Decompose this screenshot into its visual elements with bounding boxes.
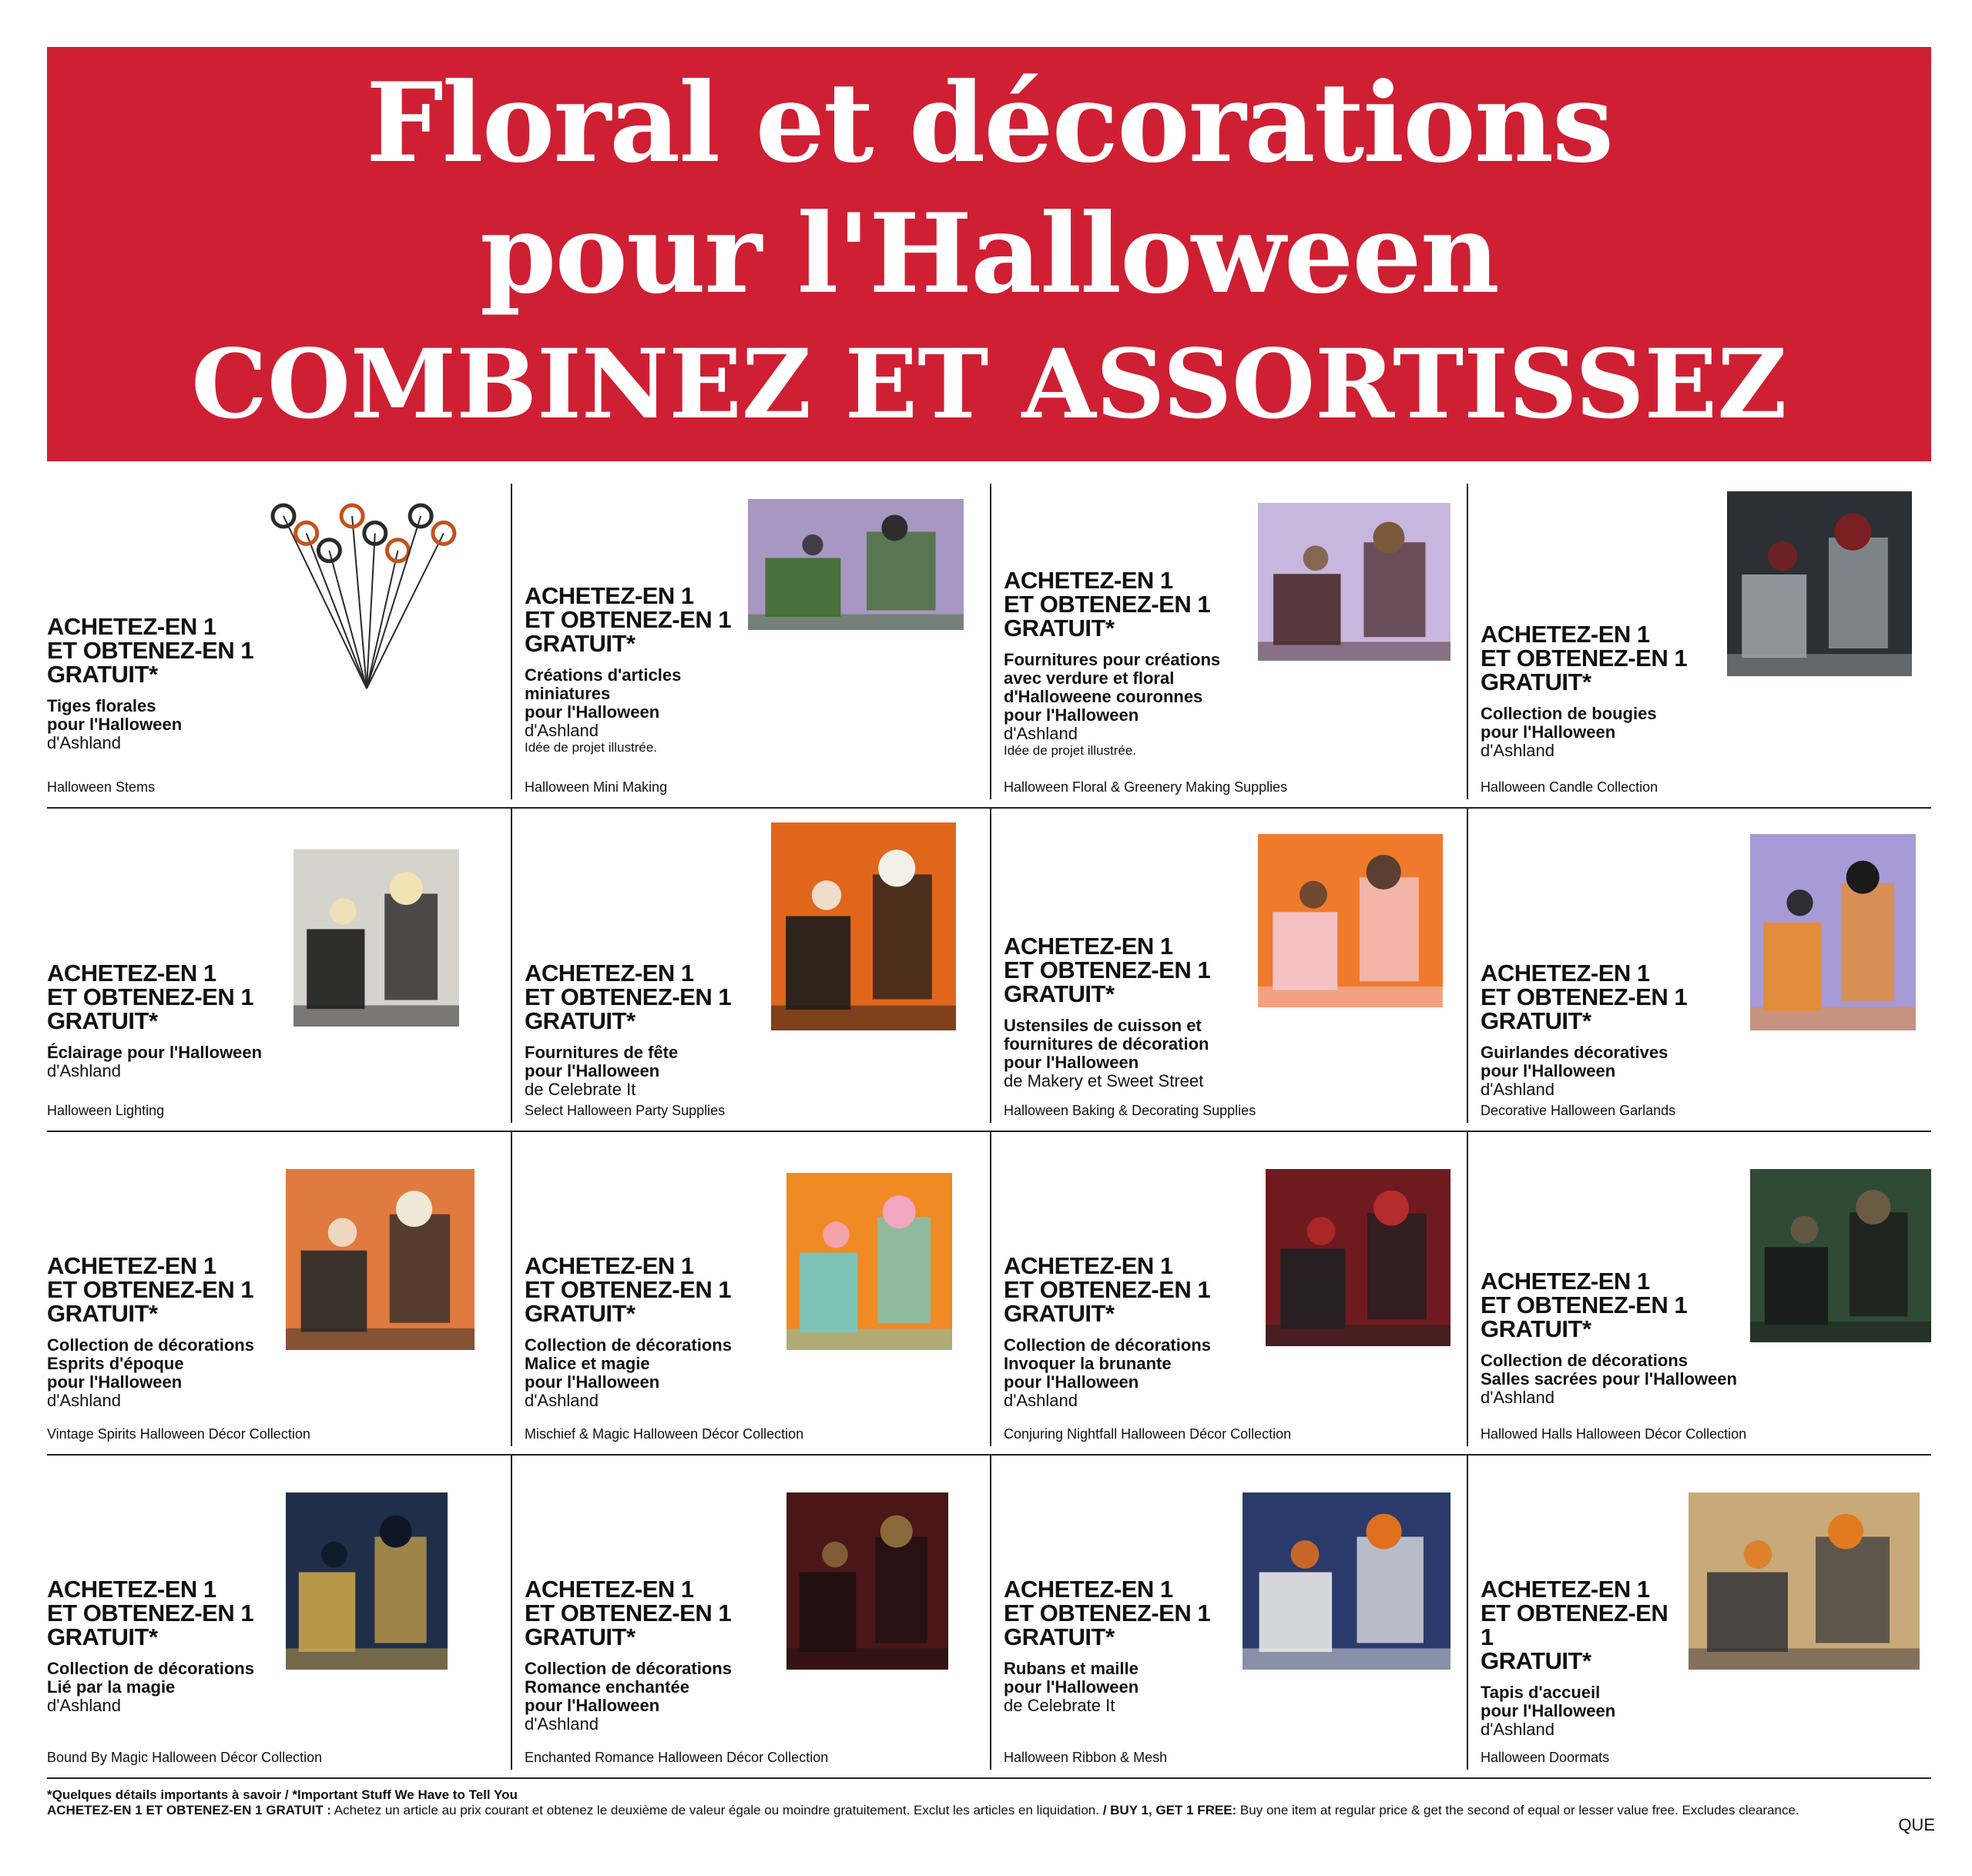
product-name <box>525 666 740 722</box>
nightfall-image <box>1266 1169 1450 1346</box>
region-code: QUE <box>1898 1815 1935 1834</box>
product-cell <box>1467 484 1933 799</box>
offer-line: ET OBTENEZ-EN 1 <box>47 1276 254 1303</box>
offer-line: GRATUIT* <box>1004 615 1115 642</box>
product-brand: d'Ashland <box>1481 741 1554 760</box>
offer-text <box>47 1254 278 1410</box>
english-caption: Bound By Magic Halloween Décor Collection <box>47 1750 323 1765</box>
product-name <box>47 1044 286 1062</box>
candles-image <box>1727 491 1912 676</box>
product-brand: d'Ashland <box>1481 1388 1554 1407</box>
product-name <box>1004 651 1250 725</box>
offer-text <box>525 584 740 755</box>
product-name <box>1004 1660 1235 1697</box>
english-caption: Vintage Spirits Halloween Décor Collection <box>47 1426 310 1442</box>
offer-line: ET OBTENEZ-EN 1 <box>525 1276 732 1303</box>
product-name-line: pour l'Halloween <box>47 1372 183 1392</box>
product-name-line: Collection de décorations <box>47 1659 254 1678</box>
english-caption: Halloween Mini Making <box>525 779 668 795</box>
product-name-line: Esprits d'époque <box>47 1354 184 1373</box>
lighting-image <box>293 849 459 1027</box>
offer-line: ET OBTENEZ-EN 1 <box>1481 645 1688 672</box>
product-cell <box>47 1454 511 1770</box>
project-note: Idée de projet illustrée. <box>525 740 657 755</box>
product-cell <box>511 1454 991 1770</box>
doormats-image <box>1689 1492 1920 1670</box>
product-name-line: pour l'Halloween <box>1004 1677 1139 1697</box>
english-caption: Halloween Lighting <box>47 1103 165 1118</box>
product-brand: d'Ashland <box>47 1061 121 1080</box>
offer-line: ET OBTENEZ-EN 1 <box>1481 1600 1668 1650</box>
offer-headline <box>1004 934 1250 1006</box>
offer-line: ACHETEZ-EN 1 <box>525 960 694 987</box>
offer-line: ET OBTENEZ-EN 1 <box>1004 1600 1211 1626</box>
ribbons-image <box>1243 1492 1450 1670</box>
offer-text <box>1004 1254 1258 1410</box>
offer-line: ACHETEZ-EN 1 <box>1481 621 1650 648</box>
english-caption: Mischief & Magic Halloween Décor Collection <box>525 1426 804 1442</box>
offer-line: ET OBTENEZ-EN 1 <box>47 1600 254 1626</box>
product-name <box>1004 1017 1250 1072</box>
product-cell <box>1467 807 1933 1123</box>
offer-text <box>47 961 286 1080</box>
product-name-line: Tapis d'accueil <box>1481 1683 1601 1702</box>
product-name <box>525 1336 779 1392</box>
mischief-magic-image <box>786 1173 952 1350</box>
product-name <box>47 1660 278 1697</box>
offer-headline <box>1481 1269 1742 1341</box>
footer-disclaimer <box>47 1787 1896 1818</box>
product-name <box>1481 705 1719 742</box>
english-caption: Halloween Candle Collection <box>1481 779 1658 795</box>
offer-text <box>525 1577 779 1734</box>
offer-line: GRATUIT* <box>1481 1647 1591 1674</box>
product-name-line: pour l'Halloween <box>1481 1701 1616 1720</box>
product-name <box>1004 1336 1258 1392</box>
offer-line: ET OBTENEZ-EN 1 <box>1004 1276 1211 1303</box>
product-name-line: Guirlandes décoratives <box>1481 1043 1668 1062</box>
product-row <box>47 807 1931 1132</box>
offer-text <box>1004 1577 1235 1715</box>
product-brand: d'Ashland <box>47 1696 121 1715</box>
product-name-line: Fournitures de fête <box>525 1043 679 1062</box>
english-caption: Halloween Floral & Greenery Making Supplies <box>1004 779 1288 795</box>
english-caption: Halloween Ribbon & Mesh <box>1004 1750 1168 1765</box>
product-brand: d'Ashland <box>1481 1720 1554 1739</box>
banner-title-line-3: COMBINEZ ET ASSORTISSEZ <box>191 329 1787 441</box>
offer-line: ACHETEZ-EN 1 <box>1004 567 1173 594</box>
offer-line: GRATUIT* <box>47 1007 158 1034</box>
offer-headline <box>1481 622 1719 694</box>
offer-headline <box>47 961 286 1033</box>
mini-houses-image <box>748 499 964 630</box>
product-cell <box>1467 1131 1933 1446</box>
offer-line: GRATUIT* <box>1481 668 1591 695</box>
offer-text <box>1481 622 1719 760</box>
product-name-line: d'Halloweene couronnes <box>1004 687 1203 706</box>
footer-fr-text: Achetez un article au prix courant et obtenez le deuxième de valeur égale ou moindre gratuitement. Exclut les articles en liquidation. <box>330 1803 1103 1817</box>
offer-headline <box>525 961 763 1033</box>
product-cell <box>47 484 511 799</box>
offer-headline <box>1004 1577 1235 1649</box>
product-name <box>47 1336 278 1392</box>
party-supplies-image <box>771 822 956 1030</box>
header-banner <box>47 47 1931 461</box>
english-caption: Enchanted Romance Halloween Décor Collection <box>525 1750 829 1765</box>
product-name-line: pour l'Halloween <box>525 1372 660 1392</box>
product-name <box>1481 1044 1742 1080</box>
product-cell <box>1467 1454 1933 1770</box>
english-caption: Conjuring Nightfall Halloween Décor Collection <box>1004 1426 1292 1442</box>
offer-line: ACHETEZ-EN 1 <box>47 1252 216 1279</box>
product-name-line: Éclairage pour l'Halloween <box>47 1043 263 1062</box>
floral-stems-image <box>263 484 471 699</box>
english-caption: Select Halloween Party Supplies <box>525 1103 726 1118</box>
offer-text <box>525 1254 779 1410</box>
enchanted-romance-image <box>786 1492 948 1670</box>
offer-line: ET OBTENEZ-EN 1 <box>47 983 254 1010</box>
product-brand: d'Ashland <box>1481 1080 1554 1099</box>
product-name <box>1481 1683 1681 1720</box>
hallowed-halls-image <box>1750 1169 1931 1342</box>
banner-title-line-2: pour l'Halloween <box>480 190 1498 318</box>
product-name <box>525 1044 763 1080</box>
baking-image <box>1258 834 1443 1007</box>
offer-line: ET OBTENEZ-EN 1 <box>47 637 254 664</box>
offer-line: ACHETEZ-EN 1 <box>1481 1576 1650 1603</box>
bound-by-magic-image <box>286 1492 448 1670</box>
offer-headline <box>1481 1577 1681 1673</box>
product-name-line: pour l'Halloween <box>1481 1061 1616 1080</box>
product-brand: d'Ashland <box>525 721 599 740</box>
offer-line: GRATUIT* <box>47 661 158 688</box>
product-cell <box>511 807 991 1123</box>
offer-headline <box>1004 1254 1258 1325</box>
offer-text <box>1481 1269 1742 1407</box>
offer-line: GRATUIT* <box>525 630 636 657</box>
offer-text <box>47 615 255 752</box>
offer-line: GRATUIT* <box>525 1300 636 1327</box>
offer-line: ET OBTENEZ-EN 1 <box>525 606 732 633</box>
offer-line: ACHETEZ-EN 1 <box>525 582 694 609</box>
product-name-line: pour l'Halloween <box>525 1696 660 1715</box>
offer-line: GRATUIT* <box>1004 1623 1115 1650</box>
offer-text <box>1481 961 1742 1099</box>
offer-line: ET OBTENEZ-EN 1 <box>1481 983 1688 1010</box>
offer-line: GRATUIT* <box>1004 1300 1115 1327</box>
banner-title-line-1: Floral et décorations <box>365 59 1613 187</box>
product-cell <box>990 1131 1468 1446</box>
offer-headline <box>1004 568 1250 640</box>
project-note: Idée de projet illustrée. <box>1004 743 1136 758</box>
product-brand: d'Ashland <box>1004 1391 1078 1410</box>
product-grid <box>47 484 1931 1767</box>
product-brand: d'Ashland <box>1004 724 1078 743</box>
product-name-line: pour l'Halloween <box>1481 722 1616 742</box>
product-name <box>47 697 255 734</box>
product-brand: d'Ashland <box>525 1714 599 1734</box>
product-brand: de Makery et Sweet Street <box>1004 1071 1204 1090</box>
offer-headline <box>47 615 255 686</box>
offer-headline <box>47 1577 278 1649</box>
offer-text <box>1004 568 1250 759</box>
product-name-line: Ustensiles de cuisson et <box>1004 1016 1202 1035</box>
product-name <box>1481 1352 1742 1389</box>
english-caption: Decorative Halloween Garlands <box>1481 1103 1676 1118</box>
product-name-line: pour l'Halloween <box>1004 1053 1139 1072</box>
product-name-line: pour l'Halloween <box>525 702 660 722</box>
product-name-line: pour l'Halloween <box>1004 705 1139 725</box>
garlands-image <box>1750 834 1916 1030</box>
product-row <box>47 484 1931 809</box>
offer-line: ACHETEZ-EN 1 <box>1004 933 1173 960</box>
footer-heading: *Quelques détails importants à savoir / *Important Stuff We Have to Tell You <box>47 1787 518 1802</box>
product-name-line: Rubans et maille <box>1004 1659 1139 1678</box>
product-name-line: pour l'Halloween <box>525 1061 660 1080</box>
product-name-line: Collection de décorations <box>1481 1351 1688 1370</box>
offer-line: ACHETEZ-EN 1 <box>1481 960 1650 987</box>
product-name <box>525 1660 779 1715</box>
offer-line: GRATUIT* <box>1481 1007 1591 1034</box>
footer-en-label: / BUY 1, GET 1 FREE: <box>1102 1803 1237 1817</box>
product-cell <box>47 807 511 1123</box>
offer-line: ET OBTENEZ-EN 1 <box>1481 1291 1688 1318</box>
product-name-line: Romance enchantée <box>525 1677 689 1697</box>
offer-line: ACHETEZ-EN 1 <box>47 613 216 640</box>
footer-fr-label: ACHETEZ-EN 1 ET OBTENEZ-EN 1 GRATUIT : <box>47 1803 331 1817</box>
offer-headline <box>525 1254 779 1325</box>
offer-line: GRATUIT* <box>47 1623 158 1650</box>
offer-line: ACHETEZ-EN 1 <box>525 1252 694 1279</box>
product-row <box>47 1131 1931 1456</box>
product-name-line: pour l'Halloween <box>47 715 183 734</box>
offer-line: ET OBTENEZ-EN 1 <box>525 983 732 1010</box>
product-brand: d'Ashland <box>47 733 121 752</box>
offer-line: GRATUIT* <box>47 1300 158 1327</box>
wreath-image <box>1258 503 1450 661</box>
product-name-line: pour l'Halloween <box>1004 1372 1139 1392</box>
english-caption: Hallowed Halls Halloween Décor Collection <box>1481 1426 1747 1442</box>
product-brand: de Celebrate It <box>1004 1696 1115 1715</box>
offer-text <box>1481 1577 1681 1739</box>
product-cell <box>511 1131 991 1446</box>
offer-line: ET OBTENEZ-EN 1 <box>1004 591 1211 618</box>
product-row <box>47 1454 1931 1779</box>
product-name-line: Collection de décorations <box>525 1335 732 1355</box>
vintage-spirits-image <box>286 1169 475 1350</box>
offer-line: ACHETEZ-EN 1 <box>1004 1252 1173 1279</box>
product-name-line: Lié par la magie <box>47 1677 176 1697</box>
product-cell <box>990 1454 1468 1770</box>
offer-line: GRATUIT* <box>525 1623 636 1650</box>
product-cell <box>990 807 1468 1123</box>
offer-line: ACHETEZ-EN 1 <box>525 1576 694 1603</box>
product-brand: d'Ashland <box>47 1391 121 1410</box>
offer-line: GRATUIT* <box>525 1007 636 1034</box>
english-caption: Halloween Doormats <box>1481 1750 1610 1765</box>
offer-line: ACHETEZ-EN 1 <box>47 960 216 987</box>
offer-line: GRATUIT* <box>1004 980 1115 1007</box>
product-name-line: Collection de décorations <box>1004 1335 1211 1355</box>
english-caption: Halloween Stems <box>47 779 156 795</box>
offer-text <box>525 961 763 1099</box>
product-name-line: fournitures de décoration <box>1004 1034 1209 1054</box>
offer-line: ACHETEZ-EN 1 <box>47 1576 216 1603</box>
offer-headline <box>1481 961 1742 1033</box>
offer-headline <box>47 1254 278 1325</box>
product-name-line: Créations d'articles miniatures <box>525 665 682 703</box>
offer-line: ACHETEZ-EN 1 <box>1481 1268 1650 1295</box>
offer-text <box>1004 934 1250 1090</box>
offer-line: GRATUIT* <box>1481 1315 1591 1342</box>
footer-en-text: Buy one item at regular price & get the second of equal or lesser value free. Excludes clearance. <box>1236 1803 1799 1817</box>
product-name-line: Fournitures pour créations <box>1004 650 1221 669</box>
product-name-line: Collection de décorations <box>525 1659 732 1678</box>
product-name-line: Salles sacrées pour l'Halloween <box>1481 1369 1737 1389</box>
offer-headline <box>525 1577 779 1649</box>
product-name-line: Invoquer la brunante <box>1004 1354 1172 1373</box>
offer-line: ACHETEZ-EN 1 <box>1004 1576 1173 1603</box>
product-brand: de Celebrate It <box>525 1080 636 1099</box>
english-caption: Halloween Baking & Decorating Supplies <box>1004 1103 1256 1118</box>
offer-line: ET OBTENEZ-EN 1 <box>1004 956 1211 983</box>
offer-line: ET OBTENEZ-EN 1 <box>525 1600 732 1626</box>
product-name-line: Collection de bougies <box>1481 704 1657 723</box>
product-name-line: avec verdure et floral <box>1004 668 1175 688</box>
product-name-line: Collection de décorations <box>47 1335 254 1355</box>
product-cell <box>511 484 991 799</box>
product-name-line: Malice et magie <box>525 1354 650 1373</box>
offer-text <box>47 1577 278 1715</box>
product-brand: d'Ashland <box>525 1391 599 1410</box>
offer-headline <box>525 584 740 655</box>
product-name-line: Tiges florales <box>47 696 156 715</box>
product-cell <box>990 484 1468 799</box>
product-cell <box>47 1131 511 1446</box>
